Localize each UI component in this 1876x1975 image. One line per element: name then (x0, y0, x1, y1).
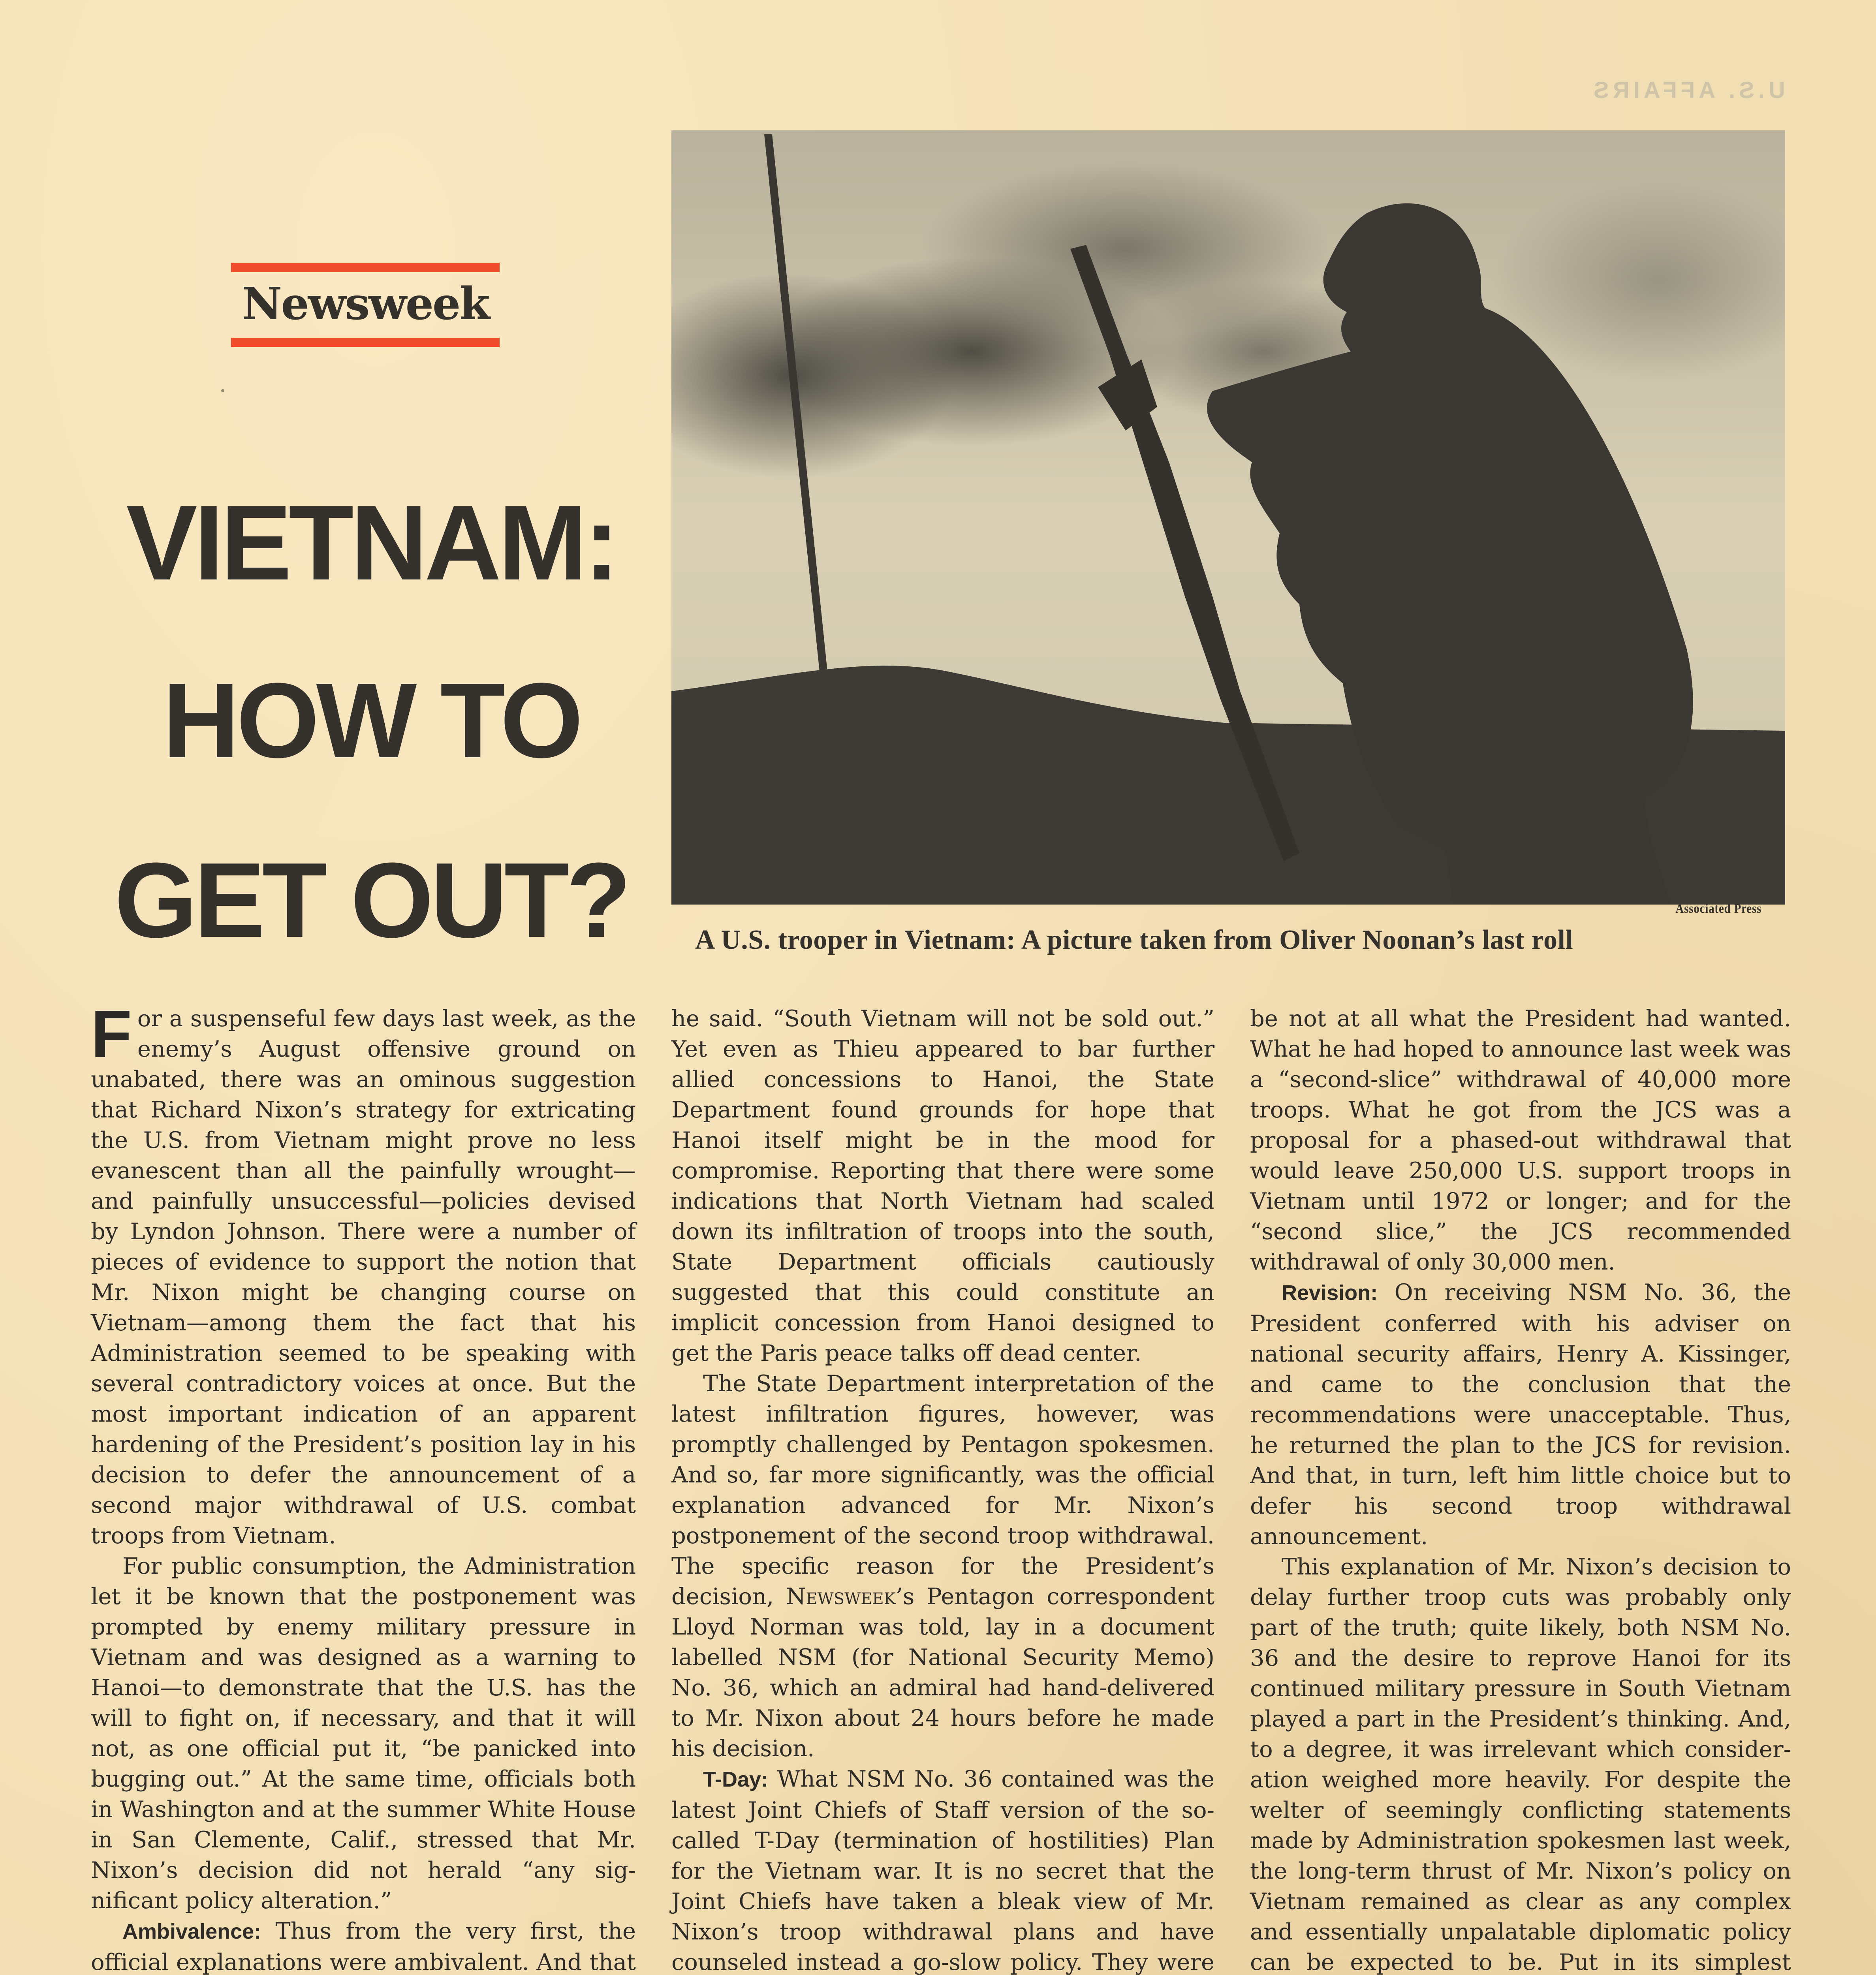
publication-name-inline: Newsweek (786, 1583, 896, 1610)
paragraph-text: This explanation of Mr. Nixon’s decision to delay further troop cuts was probably only part of the truth; quite likely, both NSM No. 36 and the desire to reprove Hanoi for its continued military pressure in South Vietnam played a part in the President’s thinking. And, to a degree, it was irrelevant which consideration weighed more heavily. For despite the welter of seemingly conflicting statements made by Administration spokesmen last week, the long-term thrust of Mr. Nixon’s policy on Vietnam remained as clear as any complex and essentially unpalatable diplomatic policy can be expected to be. Put in its simplest (1250, 1554, 1791, 1975)
paragraph-text: he said. “South Vietnam will not be sold out.” Yet even as Thieu appeared to bar further allied concessions to Hanoi, the State Department found grounds for hope that Hanoi itself might be in the mood for compromise. Reporting that there were some indications that North Vietnam had scaled down its infiltration of troops into the south, State Department officials cautiously suggested that this could constitute an implicit concession from Hanoi designed to get the Paris peace talks off dead center. (671, 1005, 1214, 1366)
drop-cap: F (91, 997, 132, 1072)
paragraph-text: ’s Pentagon correspondent Lloyd Norman was told, lay in a document labelled NSM (for National Security Memo) No. 36, which an admiral had hand-delivered to Mr. Nixon about 24 hours before he made his decision. (671, 1583, 1214, 1762)
headline-line-3: GET OUT? (114, 841, 628, 960)
paragraph (91, 1551, 636, 1916)
paragraph-text: For public consumption, the Administration let it be known that the postponement was prompted by enemy military pressure in Vietnam and was designed as a warning to Hanoi—to demonstrate that the U.S. has the will to fight on, if necessary, and that it will not, as one official put it, “be panicked into bugging out.” At the same time, officials both in Washington and at the summer White House in San Clemente, Calif., stressed that Mr. Nixon’s decision did not herald “any significant policy alteration.” (91, 1553, 636, 1914)
paragraph-text: Thus from the very first, the official explanations were ambivalent. And that (91, 1918, 636, 1975)
subhead-t-day: T-Day: (703, 1768, 769, 1791)
subhead-revision: Revision: (1282, 1281, 1378, 1305)
bleed-through-header: U.S. AFFAIRS (1590, 77, 1785, 103)
paragraph (671, 1764, 1214, 1975)
paragraph (91, 997, 636, 1551)
logo-rule-top (231, 263, 500, 272)
paragraph-text: or a suspenseful few days last week, as the enemy’s August offensive ground on unabated, there was an ominous suggestion that Richard Nixon’s strategy for extricating the U.S. from Vietnam might prove no less evanescent than all the painfully wrought—and painfully unsuccessful—policies devised by Lyndon Johnson. There were a number of pieces of evidence to support the notion that Mr. Nixon might be changing course on Vietnam—among them the fact that his Administration seemed to be speaking with several contradictory voices at once. But the most important indication of an apparent hardening of the President’s position lay in his decision to defer the announcement of a second major withdrawal of U.S. combat troops from Vietnam. (91, 1005, 636, 1549)
article-column-2 (671, 1003, 1214, 1975)
soldier-silhouette-image (671, 130, 1785, 905)
paragraph (671, 1368, 1214, 1764)
paragraph (91, 1916, 636, 1975)
paragraph-text: The State Department interpretation of the latest infiltration figures, however, was promptly challenged by Pentagon spokesmen. And so, far more significantly, was the official explanation advanced for Mr. Nixon’s postponement of the second troop withdrawal. The specific reason for the President’s decision, (671, 1370, 1214, 1610)
photo-caption: A U.S. trooper in Vietnam: A picture taken from Oliver Noonan’s last roll (695, 925, 1573, 955)
paragraph (671, 1003, 1214, 1368)
logo-rule-bottom (231, 338, 500, 347)
logo-wordmark: Newsweek (242, 278, 489, 330)
paragraph-text: On receiving NSM No. 36, the President conferred with his adviser on national security affairs, Henry A. Kissinger, and came to the conclusion that the recommendations were unacceptable. Thus, he returned the plan to the JCS for revision. And that, in turn, left him little choice but to defer his second troop withdrawal announcement. (1250, 1279, 1791, 1550)
paragraph-text: be not at all what the President had wanted. What he had hoped to announce last week was a “second-slice” withdrawal of 40,000 more troops. What he got from the JCS was a proposal for a phased-out withdrawal that would leave 250,000 U.S. support troops in Vietnam until 1972 or longer; and for the “second slice,” the JCS recommended withdrawal of only 30,000 men. (1250, 1005, 1791, 1275)
article-column-3 (1250, 1003, 1791, 1975)
paragraph-text: What NSM No. 36 contained was the latest Joint Chiefs of Staff version of the so-called T-Day (termination of hostilities) Plan for the Vietnam war. It is no secret that the Joint Chiefs have taken a bleak view of Mr. Nixon’s troop withdrawal plans and have counseled instead a go-slow policy. They were (671, 1766, 1214, 1975)
paragraph (1250, 1277, 1791, 1552)
headline-line-1: VIETNAM: (126, 483, 617, 602)
subhead-ambivalence: Ambivalence: (122, 1920, 261, 1943)
paragraph (1250, 1003, 1791, 1277)
paper-speck (221, 389, 224, 392)
article-photo (671, 130, 1785, 905)
photo-credit: Associated Press (1675, 901, 1761, 916)
headline-line-2: HOW TO (162, 661, 580, 780)
article-column-1 (91, 997, 636, 1975)
paragraph (1250, 1552, 1791, 1975)
